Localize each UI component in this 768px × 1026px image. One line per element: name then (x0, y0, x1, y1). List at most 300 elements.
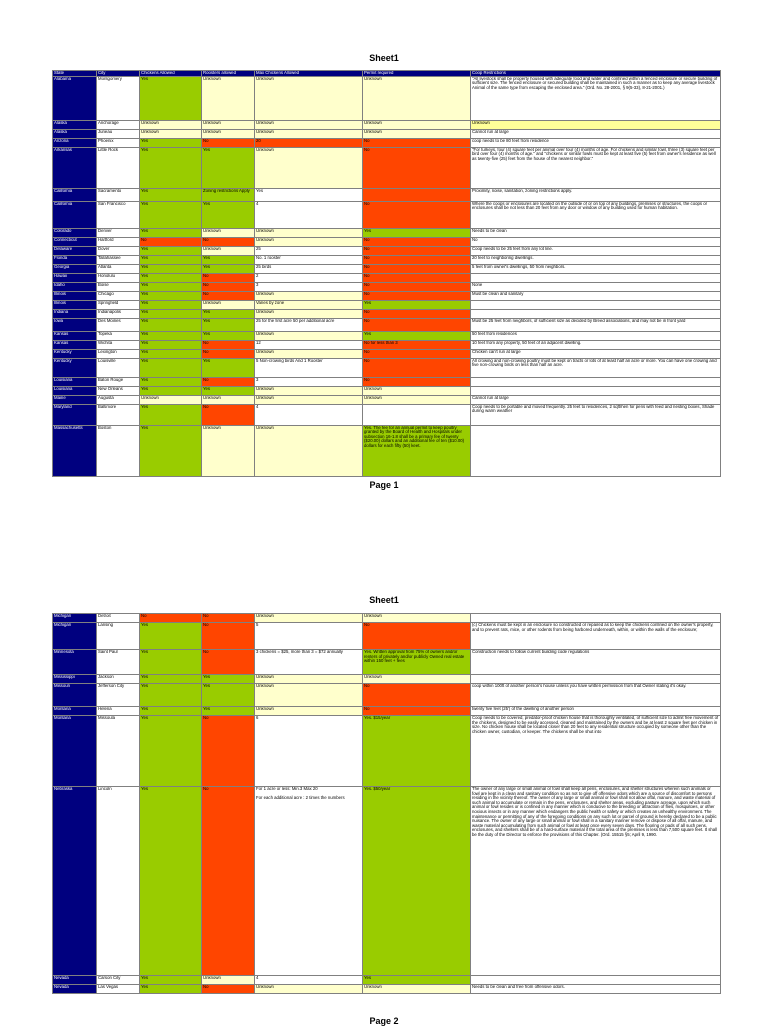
cell-roosters-allowed: No (202, 291, 255, 300)
cell-state: California (53, 201, 97, 228)
cell-max-chickens: Unknown (255, 707, 363, 716)
cell-roosters-allowed: Unknown (202, 246, 255, 255)
table-row (53, 318, 721, 331)
sheet-title-page2: Sheet1 (369, 595, 399, 605)
cell-max-chickens: 20 (255, 138, 363, 147)
cell-city: Anchorage (97, 120, 140, 129)
cell-permit-required: Unknown (363, 129, 471, 138)
cell-city: Louisville (97, 358, 140, 377)
cell-coop-restrictions (471, 425, 721, 476)
cell-permit-required: Unknown (363, 395, 471, 404)
cell-permit-required: Yes (363, 976, 471, 985)
cell-chickens-allowed: Yes (140, 707, 202, 716)
sheet-title-page1: Sheet1 (369, 53, 399, 63)
spreadsheet-table-page1 (52, 70, 721, 477)
cell-city: Hartford (97, 237, 140, 246)
cell-city: Topeka (97, 331, 140, 340)
cell-permit-required: No (363, 264, 471, 273)
cell-state: Alabama (53, 76, 97, 120)
cell-coop-restrictions (471, 377, 721, 386)
cell-roosters-allowed: Unknown (202, 425, 255, 476)
header-city: City (97, 71, 140, 77)
cell-city: Phoenix (97, 138, 140, 147)
cell-roosters-allowed: Unknown (202, 129, 255, 138)
cell-coop-restrictions: No (471, 237, 721, 246)
cell-state: Nevada (53, 985, 97, 994)
cell-roosters-allowed: Yes (202, 707, 255, 716)
cell-chickens-allowed: Unknown (140, 129, 202, 138)
cell-max-chickens: 12 (255, 340, 363, 349)
cell-permit-required: No (363, 349, 471, 358)
header-max-chickens: Max Chickens Allowed (255, 71, 363, 77)
cell-state: Montana (53, 707, 97, 716)
cell-chickens-allowed: Yes (140, 675, 202, 684)
cell-city: Tallahassee (97, 255, 140, 264)
cell-city: Carson City (97, 976, 140, 985)
cell-coop-restrictions (471, 273, 721, 282)
cell-state: Kansas (53, 331, 97, 340)
cell-max-chickens: Unknown (255, 614, 363, 623)
cell-permit-required: No (363, 273, 471, 282)
table-row (53, 716, 721, 787)
table-row (53, 386, 721, 395)
cell-max-chickens: Unknown (255, 985, 363, 994)
cell-state: Nevada (53, 976, 97, 985)
cell-max-chickens: Unknown (255, 425, 363, 476)
cell-state: Hawaii (53, 273, 97, 282)
cell-permit-required: Yes (363, 228, 471, 237)
table-row (53, 120, 721, 129)
cell-permit-required: Yes. $50/year (363, 787, 471, 976)
cell-max-chickens: 3 (255, 377, 363, 386)
cell-max-chickens: 4 (255, 201, 363, 228)
cell-state: Louisiana (53, 377, 97, 386)
cell-permit-required: Yes (363, 300, 471, 309)
cell-chickens-allowed: Yes (140, 787, 202, 976)
table-row (53, 404, 721, 425)
cell-permit-required: No (363, 358, 471, 377)
cell-roosters-allowed: Yes (202, 318, 255, 331)
header-permit-required: Permit required (363, 71, 471, 77)
cell-state: Maine (53, 395, 97, 404)
cell-chickens-allowed: Yes (140, 228, 202, 237)
cell-state: Florida (53, 255, 97, 264)
cell-coop-restrictions: Chicken can't run at large (471, 349, 721, 358)
table-row (53, 291, 721, 300)
cell-city: Las Vegas (97, 985, 140, 994)
header-coop-restrictions: Coop Restrictions (471, 71, 721, 77)
cell-city: Boston (97, 425, 140, 476)
cell-max-chickens: 5 (255, 623, 363, 650)
cell-chickens-allowed: Yes (140, 318, 202, 331)
cell-chickens-allowed: No (140, 237, 202, 246)
cell-roosters-allowed: No (202, 237, 255, 246)
cell-coop-restrictions: Unknown (471, 120, 721, 129)
cell-permit-required (363, 404, 471, 425)
cell-city: Chicago (97, 291, 140, 300)
cell-state: Louisiana (53, 386, 97, 395)
cell-chickens-allowed: Yes (140, 309, 202, 318)
cell-max-chickens: For 1 acre or less: Min.3 Max 20 For each additional acre : 2 times the numbers (255, 787, 363, 976)
cell-max-chickens: Unknown (255, 684, 363, 707)
cell-state: Maryland (53, 404, 97, 425)
cell-coop-restrictions (471, 675, 721, 684)
cell-roosters-allowed: No (202, 404, 255, 425)
cell-state: Illinois (53, 300, 97, 309)
cell-roosters-allowed: Unknown (202, 300, 255, 309)
cell-permit-required: No (363, 707, 471, 716)
cell-max-chickens: Yes (255, 188, 363, 201)
cell-city: Lincoln (97, 787, 140, 976)
cell-roosters-allowed: No (202, 787, 255, 976)
table-row (53, 976, 721, 985)
cell-chickens-allowed: Yes (140, 147, 202, 188)
cell-chickens-allowed: Yes (140, 976, 202, 985)
cell-max-chickens: Unknown (255, 386, 363, 395)
cell-max-chickens: Unknown (255, 76, 363, 120)
cell-max-chickens: Unknown (255, 237, 363, 246)
table-row (53, 395, 721, 404)
cell-permit-required: No (363, 201, 471, 228)
cell-chickens-allowed: Yes (140, 264, 202, 273)
table-row (53, 623, 721, 650)
table-row (53, 246, 721, 255)
cell-chickens-allowed: Yes (140, 255, 202, 264)
cell-coop-restrictions: Construction needs to follow current building code regulations (471, 650, 721, 675)
cell-city: Helena (97, 707, 140, 716)
cell-permit-required: Yes. The fee for an annual permit to keep poultry granted by the Board of Health and Hospitals under subsection 16-1.8 shall be a primary fee of twenty ($20.00) dollars and an additional fee of ten ($10.00) dollars for each fifty (50) keet. (363, 425, 471, 476)
cell-coop-restrictions (471, 614, 721, 623)
cell-max-chickens: 25 (255, 246, 363, 255)
cell-city: Honolulu (97, 273, 140, 282)
cell-roosters-allowed: Yes (202, 255, 255, 264)
table-row (53, 675, 721, 684)
cell-max-chickens: 2 (255, 273, 363, 282)
cell-max-chickens: Unknown (255, 120, 363, 129)
cell-chickens-allowed: Yes (140, 623, 202, 650)
cell-max-chickens: 4 (255, 976, 363, 985)
table-row (53, 349, 721, 358)
cell-coop-restrictions (471, 976, 721, 985)
cell-city: Boise (97, 282, 140, 291)
cell-state: Kansas (53, 340, 97, 349)
cell-roosters-allowed: Yes (202, 386, 255, 395)
cell-roosters-allowed: No (202, 623, 255, 650)
cell-city: Augusta (97, 395, 140, 404)
table-row (53, 707, 721, 716)
cell-max-chickens: Unknown (255, 228, 363, 237)
cell-coop-restrictions: twenty five feet (25') of the dwelling of another person (471, 707, 721, 716)
cell-city: Little Rock (97, 147, 140, 188)
table-row (53, 138, 721, 147)
cell-roosters-allowed: Zoning restrictions Apply (202, 188, 255, 201)
cell-chickens-allowed: Yes (140, 425, 202, 476)
cell-state: Michigan (53, 614, 97, 623)
cell-chickens-allowed: Yes (140, 358, 202, 377)
cell-permit-required: No (363, 282, 471, 291)
cell-chickens-allowed: Yes (140, 273, 202, 282)
cell-state: Alaska (53, 129, 97, 138)
cell-permit-required: Unknown (363, 614, 471, 623)
cell-city: Baltimore (97, 404, 140, 425)
cell-permit-required: Yes (363, 331, 471, 340)
cell-state: Kentucky (53, 358, 97, 377)
cell-state: Montana (53, 716, 97, 787)
table-row (53, 331, 721, 340)
cell-chickens-allowed: Yes (140, 300, 202, 309)
page-number-2: Page 2 (369, 1016, 399, 1026)
cell-coop-restrictions: "For turkeys, four (4) square feet per animal over four (4) months of age. For chickens and similar fowl, three (3) square feet per bird over four (4) months of age." and "chickens or similar fowls must be kept at least five (5) feet from owner's residence as well as twenty-five (25) feet from the house of the nearest neighbor." (471, 147, 721, 188)
cell-coop-restrictions: Cannot run at large (471, 129, 721, 138)
table-row (53, 201, 721, 228)
cell-state: Minnesota (53, 650, 97, 675)
table-row (53, 228, 721, 237)
cell-coop-restrictions: Where the coops or enclosures are located on the outside of or on top of any buildings, premises or structures, the coops or enclosures shall be not less than 20 feet from any door or window of any building used for human habitation. (471, 201, 721, 228)
cell-permit-required: No (363, 237, 471, 246)
cell-permit-required: Unknown (363, 120, 471, 129)
table-row (53, 650, 721, 675)
cell-max-chickens: 3 chickens = $25, more than 3 = $72 annually (255, 650, 363, 675)
cell-chickens-allowed: Yes (140, 291, 202, 300)
cell-coop-restrictions: coop within 100ft of another person's house unless you have written permission from that Owner stating it's okay. (471, 684, 721, 707)
cell-roosters-allowed: Yes (202, 264, 255, 273)
cell-permit-required: No (363, 318, 471, 331)
cell-permit-required: Unknown (363, 76, 471, 120)
cell-chickens-allowed: Unknown (140, 120, 202, 129)
cell-roosters-allowed: Yes (202, 684, 255, 707)
cell-state: Missouri (53, 684, 97, 707)
cell-city: Detroit (97, 614, 140, 623)
table-row (53, 614, 721, 623)
cell-roosters-allowed: Unknown (202, 76, 255, 120)
cell-city: Baton Rouge (97, 377, 140, 386)
cell-city: Lansing (97, 623, 140, 650)
cell-max-chickens: Unknown (255, 675, 363, 684)
cell-roosters-allowed: No (202, 377, 255, 386)
cell-max-chickens: Unknown (255, 291, 363, 300)
cell-state: Nebraska (53, 787, 97, 976)
table-row (53, 264, 721, 273)
cell-chickens-allowed: Yes (140, 386, 202, 395)
table-row (53, 340, 721, 349)
cell-roosters-allowed: Unknown (202, 395, 255, 404)
cell-city: Springfield (97, 300, 140, 309)
cell-city: Denver (97, 228, 140, 237)
cell-city: Jefferson City (97, 684, 140, 707)
cell-coop-restrictions: 20 feet to neighboring dwellings. (471, 255, 721, 264)
cell-state: Colorado (53, 228, 97, 237)
cell-coop-restrictions: Needs to be clean (471, 228, 721, 237)
cell-roosters-allowed: No (202, 138, 255, 147)
cell-state: Kentucky (53, 349, 97, 358)
cell-permit-required: Unknown (363, 675, 471, 684)
cell-roosters-allowed: No (202, 349, 255, 358)
cell-state: Delaware (53, 246, 97, 255)
cell-max-chickens: 3 (255, 282, 363, 291)
cell-permit-required: No (363, 684, 471, 707)
table-row (53, 985, 721, 994)
cell-state: Massachusetts (53, 425, 97, 476)
cell-city: Juneau (97, 129, 140, 138)
cell-state: Iowa (53, 318, 97, 331)
table-row (53, 282, 721, 291)
cell-permit-required: Unknown (363, 985, 471, 994)
cell-state: Arizona (53, 138, 97, 147)
cell-chickens-allowed: Yes (140, 684, 202, 707)
cell-permit-required: No (363, 623, 471, 650)
cell-max-chickens: Unknown (255, 129, 363, 138)
table-row (53, 76, 721, 120)
cell-chickens-allowed: Yes (140, 331, 202, 340)
cell-coop-restrictions: 5 feet from owner's dwellings, 50 from neighbors. (471, 264, 721, 273)
cell-roosters-allowed: Yes (202, 309, 255, 318)
cell-roosters-allowed: No (202, 282, 255, 291)
cell-permit-required: Yes. $15/year (363, 716, 471, 787)
cell-coop-restrictions: None (471, 282, 721, 291)
cell-coop-restrictions: Needs to be clean and free from offensive odors. (471, 985, 721, 994)
cell-coop-restrictions: coop needs to be 80 feet from residence (471, 138, 721, 147)
header-roosters-allowed: Roosters allowed (202, 71, 255, 77)
cell-state: Illinois (53, 291, 97, 300)
cell-coop-restrictions: Proximity, noise, sanitation, zoning restrictions apply. (471, 188, 721, 201)
cell-state: Connecticut (53, 237, 97, 246)
header-state: State (53, 71, 97, 77)
cell-chickens-allowed: Yes (140, 201, 202, 228)
cell-permit-required: Yes. Written approval from 75% of owners and/or renters of privately and/or publicly Owned real estate within 150 feet + fees (363, 650, 471, 675)
cell-city: Sacramento (97, 188, 140, 201)
cell-max-chickens: Unknown (255, 331, 363, 340)
cell-city: San Francisco (97, 201, 140, 228)
table-row (53, 129, 721, 138)
cell-city: Wichita (97, 340, 140, 349)
cell-max-chickens: Unknown (255, 349, 363, 358)
cell-max-chickens: 5 Non-crowing birds And 1 Rooster (255, 358, 363, 377)
cell-max-chickens: 25 for the first acre 50 per additional acre (255, 318, 363, 331)
cell-state: Arkansas (53, 147, 97, 188)
cell-city: Des Moines (97, 318, 140, 331)
cell-permit-required: No (363, 291, 471, 300)
table-row (53, 255, 721, 264)
header-chickens-allowed: Chickens Allowed (140, 71, 202, 77)
cell-chickens-allowed: Yes (140, 340, 202, 349)
page-number-1: Page 1 (369, 480, 399, 490)
table-row (53, 309, 721, 318)
table-row (53, 188, 721, 201)
cell-city: Montgomery (97, 76, 140, 120)
cell-roosters-allowed: Unknown (202, 976, 255, 985)
cell-chickens-allowed: Yes (140, 138, 202, 147)
cell-coop-restrictions (471, 386, 721, 395)
table-row (53, 237, 721, 246)
cell-max-chickens: Unknown (255, 147, 363, 188)
cell-city: Dover (97, 246, 140, 255)
cell-state: Indiana (53, 309, 97, 318)
cell-chickens-allowed: Unknown (140, 395, 202, 404)
table-row (53, 787, 721, 976)
table-row (53, 425, 721, 476)
cell-permit-required: No (363, 255, 471, 264)
cell-coop-restrictions: 10 feet from any property, 50 feet of an adjacent dwelling. (471, 340, 721, 349)
cell-chickens-allowed: Yes (140, 246, 202, 255)
cell-roosters-allowed: Yes (202, 358, 255, 377)
cell-roosters-allowed: Unknown (202, 228, 255, 237)
cell-roosters-allowed: No (202, 340, 255, 349)
cell-state: Georgia (53, 264, 97, 273)
cell-permit-required: No for less than 3 (363, 340, 471, 349)
cell-chickens-allowed: Yes (140, 650, 202, 675)
cell-coop-restrictions: Coop needs to be covered, predator-proof chicken house that is thoroughly ventilated, of sufficient size to admit free movement of the chickens, designed to be easily accessed, cleaned and maintained by the owners and be at least 2 square feet per chicken in size. No chicken house shall be located closer than 20 feet to any residential structure occupied by someone other than the chicken owner, custodian, or keeper. The chickens shall be shut into (471, 716, 721, 787)
cell-max-chickens: 25 birds (255, 264, 363, 273)
cell-coop-restrictions: Must be 25 feet from neighbors, of sufficient size as decided by Breed associations, and may not be in front yard (471, 318, 721, 331)
cell-max-chickens: 4 (255, 404, 363, 425)
table-row (53, 684, 721, 707)
cell-state: California (53, 188, 97, 201)
cell-roosters-allowed: Unknown (202, 120, 255, 129)
table-row (53, 358, 721, 377)
cell-roosters-allowed: Yes (202, 331, 255, 340)
table-row (53, 300, 721, 309)
cell-coop-restrictions: Coop needs to be 25 feet from any lot line. (471, 246, 721, 255)
cell-roosters-allowed: Yes (202, 147, 255, 188)
cell-max-chickens: No. 1 rooster (255, 255, 363, 264)
cell-chickens-allowed: No (140, 614, 202, 623)
cell-chickens-allowed: Yes (140, 716, 202, 787)
cell-city: Saint Paul (97, 650, 140, 675)
cell-chickens-allowed: Yes (140, 404, 202, 425)
cell-coop-restrictions (471, 309, 721, 318)
table-row (53, 147, 721, 188)
cell-roosters-allowed: Yes (202, 201, 255, 228)
cell-coop-restrictions (471, 300, 721, 309)
cell-coop-restrictions: (c) Chickens must be kept in an enclosure so constructed or repaired as to keep the chickens confined on the owner's property, and to prevent rats, mice, or other rodents from being harbored underneath, within, or within the walls of the enclosure; (471, 623, 721, 650)
cell-coop-restrictions: "All livestock shall be property housed with adequate food and water and confined within a fenced enclosure or secure building of sufficient size. The fenced enclosure or secured building shall be maintained in such a manner as to keep any average livestock Animal of the same type from escaping the enclosed area." (Ord. No. 28-2001, § 9(5-33), 8-21-2001.) (471, 76, 721, 120)
cell-state: Michigan (53, 623, 97, 650)
cell-permit-required: No (363, 309, 471, 318)
cell-roosters-allowed: No (202, 614, 255, 623)
cell-chickens-allowed: Yes (140, 188, 202, 201)
cell-max-chickens: Varies by zone (255, 300, 363, 309)
cell-coop-restrictions: The owner of any large or small animal or fowl shall keep all pens, enclosures, and shelter structures wherein such animals or fowl are kept in a clean and sanitary condition so as not to give off offensive odors which are a source of discomfort to persons residing in the vicinity thereof. The owner of any large or small animal or fowl shall not allow offal, manure, and waste material of such animal to accumulate or remain in the pens, enclosures, and shelter areas, excluding pasture acreage, upon which such animal or fowl resides or is confined in any manner which is conducive to the breeding or attraction of flies, mosquitoes, or other noxious insects or in any manner which endangers the public health or safety or which creates an unhealthy environment. The maintenance or permitting of any of the foregoing conditions on any such lot or parcel of ground is hereby declared to be a public nuisance. The owner of any large or small animal or fowl shall in a sanitary manner remove or dispose of all offal, manure, and waste material accumulating from such animal or fowl at least once every seven days. The flooring or pads of all such pens, enclosures, and shelters shall be of a hard-surface material if the total area of the premises is less than 7,500 square feet. It shall be the duty of the Director to enforce the provisions of this Chapter. (Ord. 15515 §5; April 9, 1990. (471, 787, 721, 976)
table-row (53, 377, 721, 386)
cell-max-chickens: Unknown (255, 395, 363, 404)
cell-coop-restrictions: 50 feet from residences (471, 331, 721, 340)
cell-state: Idaho (53, 282, 97, 291)
cell-coop-restrictions: Coop needs to be portable and moved frequently. 25 feet to residences, 2 sqft/hen for pens with feed and nesting boxes, Shade during warm weather (471, 404, 721, 425)
cell-chickens-allowed: Yes (140, 349, 202, 358)
cell-roosters-allowed: No (202, 650, 255, 675)
cell-roosters-allowed: No (202, 716, 255, 787)
cell-permit-required: No (363, 377, 471, 386)
table-row (53, 273, 721, 282)
cell-city: Jackson (97, 675, 140, 684)
cell-chickens-allowed: Yes (140, 377, 202, 386)
cell-permit-required: No (363, 147, 471, 188)
cell-permit-required (363, 188, 471, 201)
cell-state: Mississippi (53, 675, 97, 684)
cell-city: Lexington (97, 349, 140, 358)
cell-chickens-allowed: Yes (140, 282, 202, 291)
cell-max-chickens: 6 (255, 716, 363, 787)
cell-city: New Orleans (97, 386, 140, 395)
cell-roosters-allowed: No (202, 273, 255, 282)
cell-chickens-allowed: Yes (140, 76, 202, 120)
cell-coop-restrictions: All crowing and non-crowing poultry must be kept on tracts or lots of at least half an acre or more. You can have one crowing and five non-crowing birds on less than half an acre. (471, 358, 721, 377)
spreadsheet-table-page2 (52, 613, 721, 994)
cell-max-chickens: Unknown (255, 309, 363, 318)
cell-city: Atlanta (97, 264, 140, 273)
cell-permit-required: No (363, 138, 471, 147)
cell-permit-required: No (363, 246, 471, 255)
